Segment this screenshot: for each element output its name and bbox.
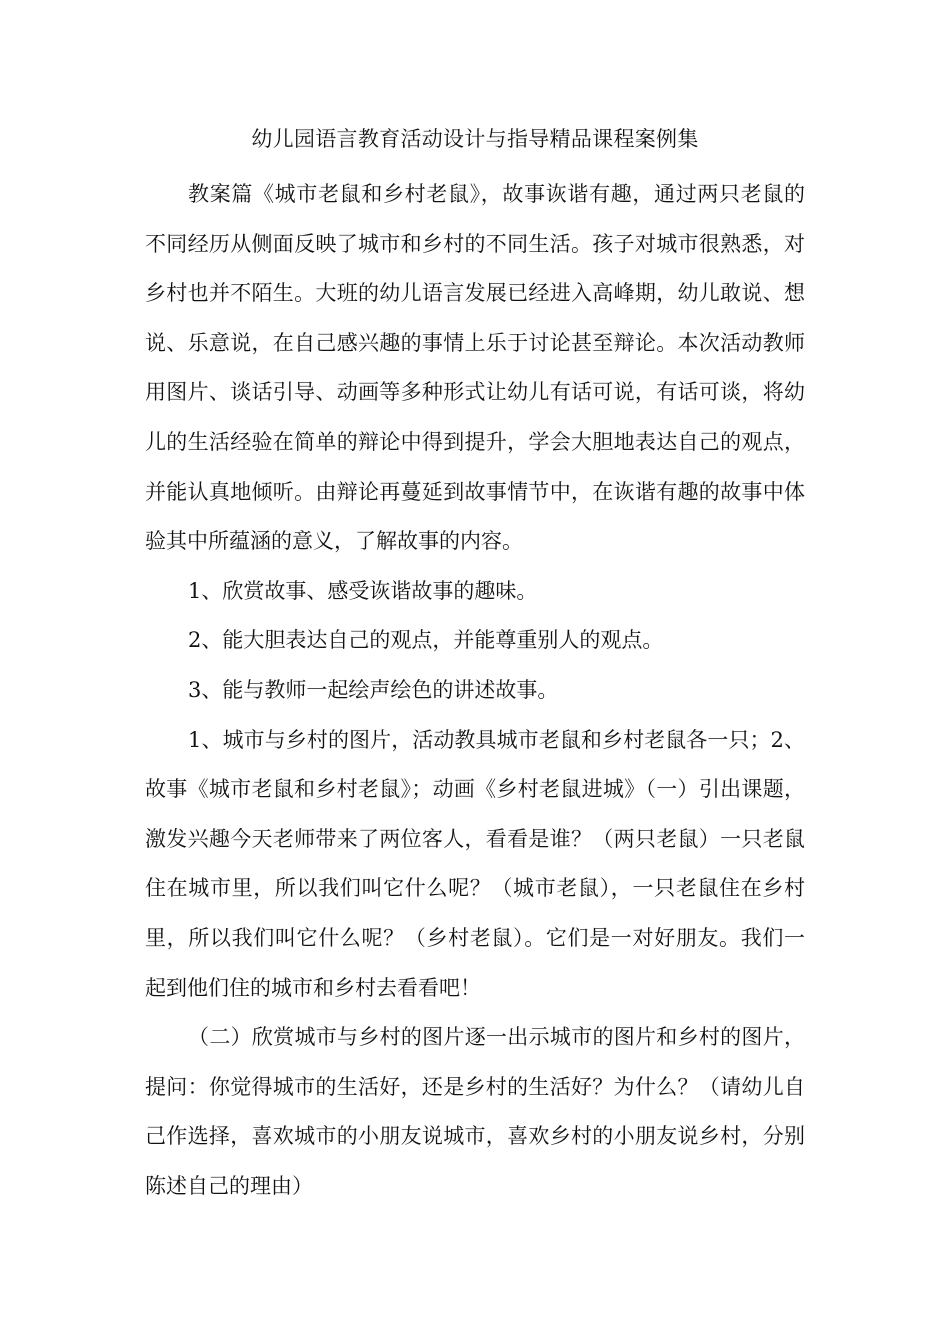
paragraph-goal-2: 2、能大胆表达自己的观点，并能尊重别人的观点。	[188, 628, 664, 653]
paragraph-preparation: 1、城市与乡村的图片，活动教具城市老鼠和乡村老鼠各一只；2、故事《城市老鼠和乡村老鼠》；动画《乡村老鼠进城》（一）引出课题，激发兴趣今天老师带来了两位客人，看看是谁？（两只老鼠）一只老鼠住在城市里，所以我们叫它什么呢？（城市老鼠），一只老鼠住在乡村里，所以我们叫它什么呢？（乡村老鼠）。它们是一对好朋友。我们一起到他们住的城市和乡村去看看吧！	[145, 727, 805, 1000]
document-title: 幼儿园语言教育活动设计与指导精品课程案例集	[251, 127, 699, 151]
paragraph-activity-2: （二）欣赏城市与乡村的图片逐一出示城市的图片和乡村的图片，提问：你觉得城市的生活好，还是乡村的生活好？为什么？（请幼儿自己作选择，喜欢城市的小朋友说城市，喜欢乡村的小朋友说乡村，分别陈述自己的理由）	[145, 1025, 805, 1198]
document-body	[145, 170, 805, 1211]
paragraph-goal-1: 1、欣赏故事、感受诙谐故事的趣味。	[188, 578, 538, 603]
paragraph-intro: 教案篇《城市老鼠和乡村老鼠》，故事诙谐有趣，通过两只老鼠的不同经历从侧面反映了城市和乡村的不同生活。孩子对城市很熟悉，对乡村也并不陌生。大班的幼儿语言发展已经进入高峰期，幼儿敢说、想说、乐意说，在自己感兴趣的事情上乐于讨论甚至辩论。本次活动教师用图片、谈话引导、动画等多种形式让幼儿有话可说，有话可谈，将幼儿的生活经验在简单的辩论中得到提升，学会大胆地表达自己的观点，并能认真地倾听。由辩论再蔓延到故事情节中，在诙谐有趣的故事中体验其中所蕴涵的意义，了解故事的内容。	[145, 182, 805, 554]
paragraph-goal-3: 3、能与教师一起绘声绘色的讲述故事。	[188, 677, 559, 702]
